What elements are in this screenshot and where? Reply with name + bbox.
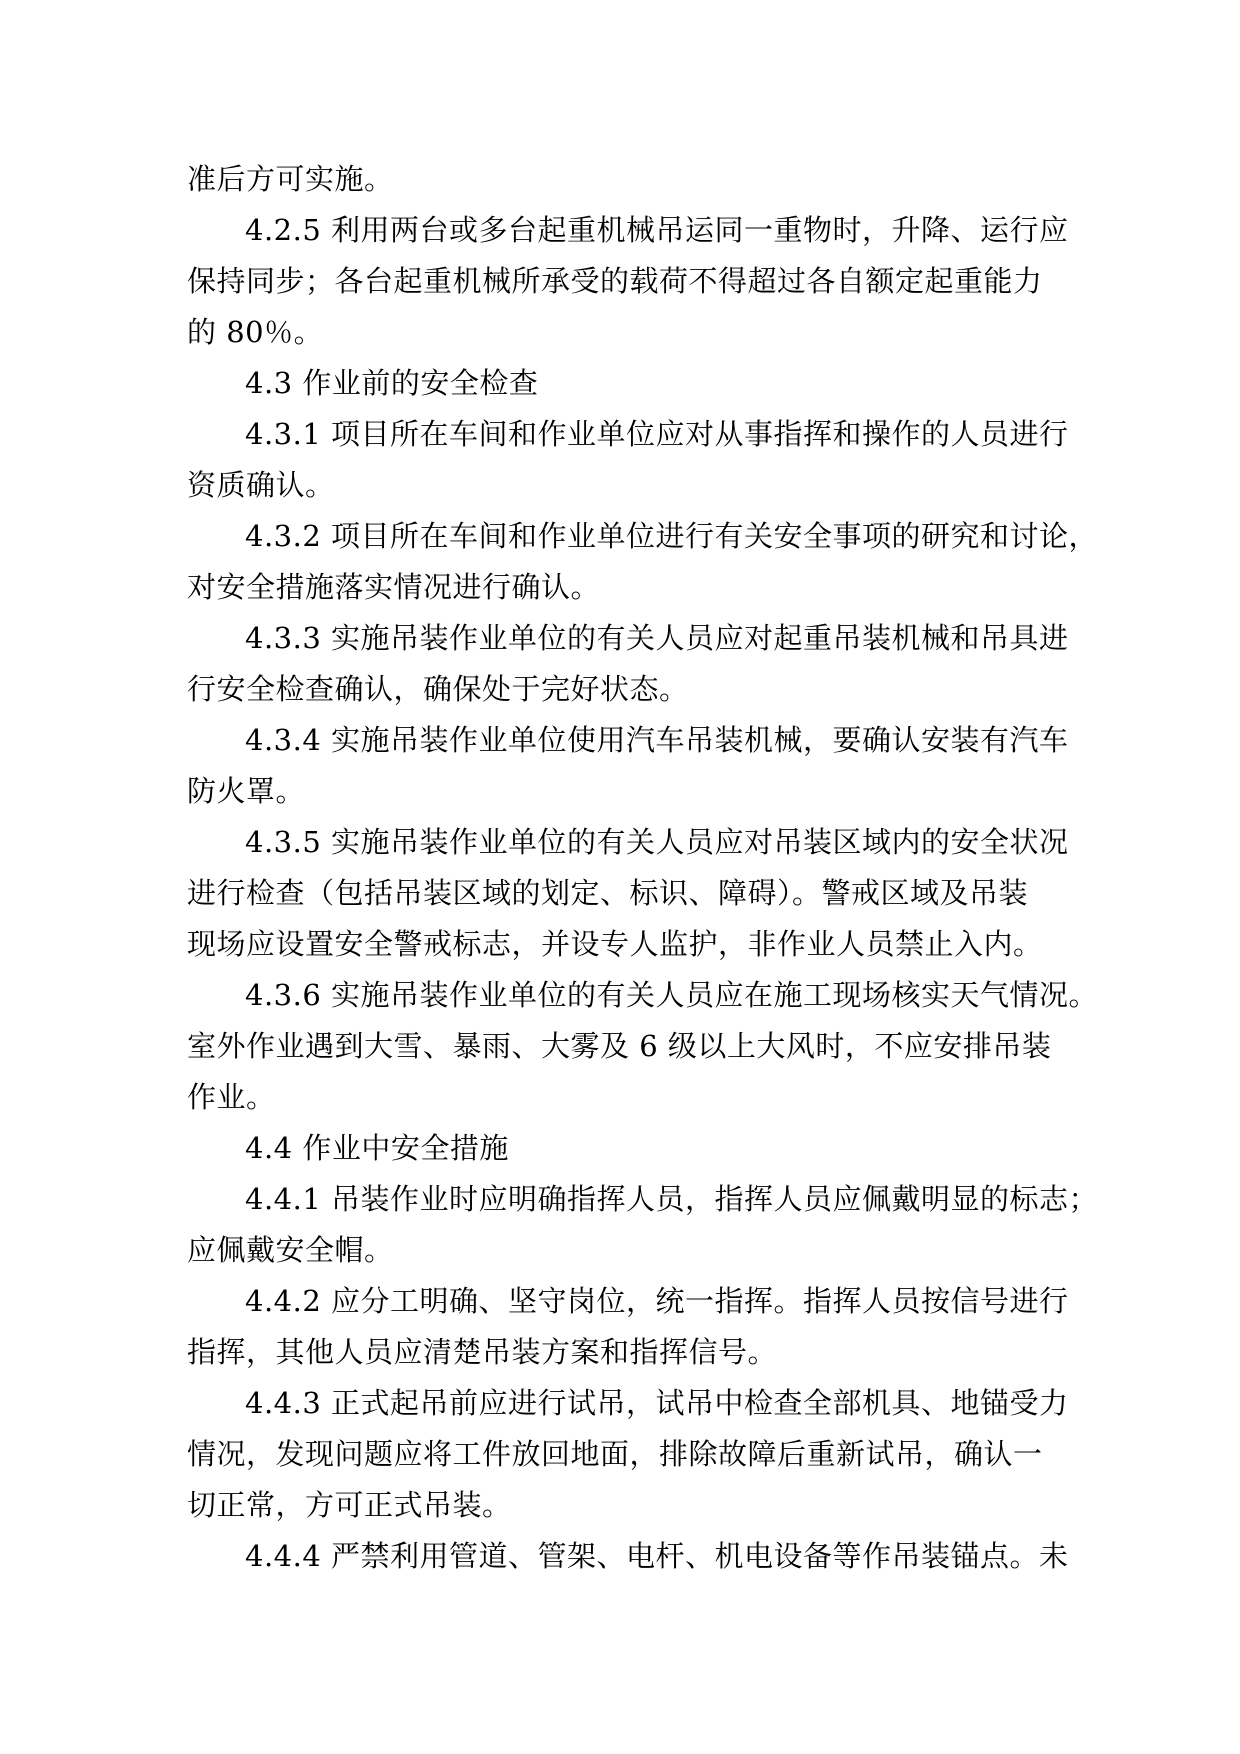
text-line: 对安全措施落实情况进行确认。 — [187, 570, 601, 604]
text-line: 保持同步；各台起重机械所承受的载荷不得超过各自额定起重能力 — [187, 264, 1043, 298]
text-line: 应佩戴安全帽。 — [187, 1233, 394, 1267]
text-line: 防火罩。 — [187, 774, 306, 808]
text-line: 4.3.6 实施吊装作业单位的有关人员应在施工现场核实天气情况。 — [245, 978, 1099, 1012]
section-heading: 4.4 作业中安全措施 — [245, 1131, 509, 1165]
text-line: 4.4.4 严禁利用管道、管架、电杆、机电设备等作吊装锚点。未 — [245, 1539, 1069, 1573]
text-line: 4.3.3 实施吊装作业单位的有关人员应对起重吊装机械和吊具进 — [245, 621, 1069, 655]
text-line: 进行检查（包括吊装区域的划定、标识、障碍）。警戒区域及吊装 — [187, 876, 1029, 910]
text-line: 指挥，其他人员应清楚吊装方案和指挥信号。 — [187, 1335, 778, 1369]
text-line: 室外作业遇到大雪、暴雨、大雾及 6 级以上大风时，不应安排吊装 — [187, 1029, 1052, 1063]
text-line: 4.3.4 实施吊装作业单位使用汽车吊装机械，要确认安装有汽车 — [245, 723, 1069, 757]
text-line: 4.3.2 项目所在车间和作业单位进行有关安全事项的研究和讨论， — [245, 519, 1099, 553]
text-line: 资质确认。 — [187, 468, 335, 502]
text-line: 准后方可实施。 — [187, 162, 394, 196]
text-line: 4.4.1 吊装作业时应明确指挥人员，指挥人员应佩戴明显的标志； — [245, 1182, 1099, 1216]
text-line: 4.3.1 项目所在车间和作业单位应对从事指挥和操作的人员进行 — [245, 417, 1069, 451]
text-line: 情况，发现问题应将工件放回地面，排除故障后重新试吊，确认一 — [187, 1437, 1043, 1471]
text-line: 4.2.5 利用两台或多台起重机械吊运同一重物时，升降、运行应 — [245, 213, 1069, 247]
text-line: 作业。 — [187, 1080, 276, 1114]
text-line: 4.3.5 实施吊装作业单位的有关人员应对吊装区域内的安全状况 — [245, 825, 1069, 859]
text-line: 切正常，方可正式吊装。 — [187, 1488, 512, 1522]
document-body — [187, 154, 1099, 1582]
text-line: 4.4.3 正式起吊前应进行试吊，试吊中检查全部机具、地锚受力 — [245, 1386, 1069, 1420]
text-line: 现场应设置安全警戒标志，并设专人监护，非作业人员禁止入内。 — [187, 927, 1043, 961]
section-heading: 4.3 作业前的安全检查 — [245, 366, 539, 400]
text-line: 行安全检查确认，确保处于完好状态。 — [187, 672, 689, 706]
text-line: 的 80％。 — [187, 315, 324, 349]
text-line: 4.4.2 应分工明确、坚守岗位，统一指挥。指挥人员按信号进行 — [245, 1284, 1069, 1318]
